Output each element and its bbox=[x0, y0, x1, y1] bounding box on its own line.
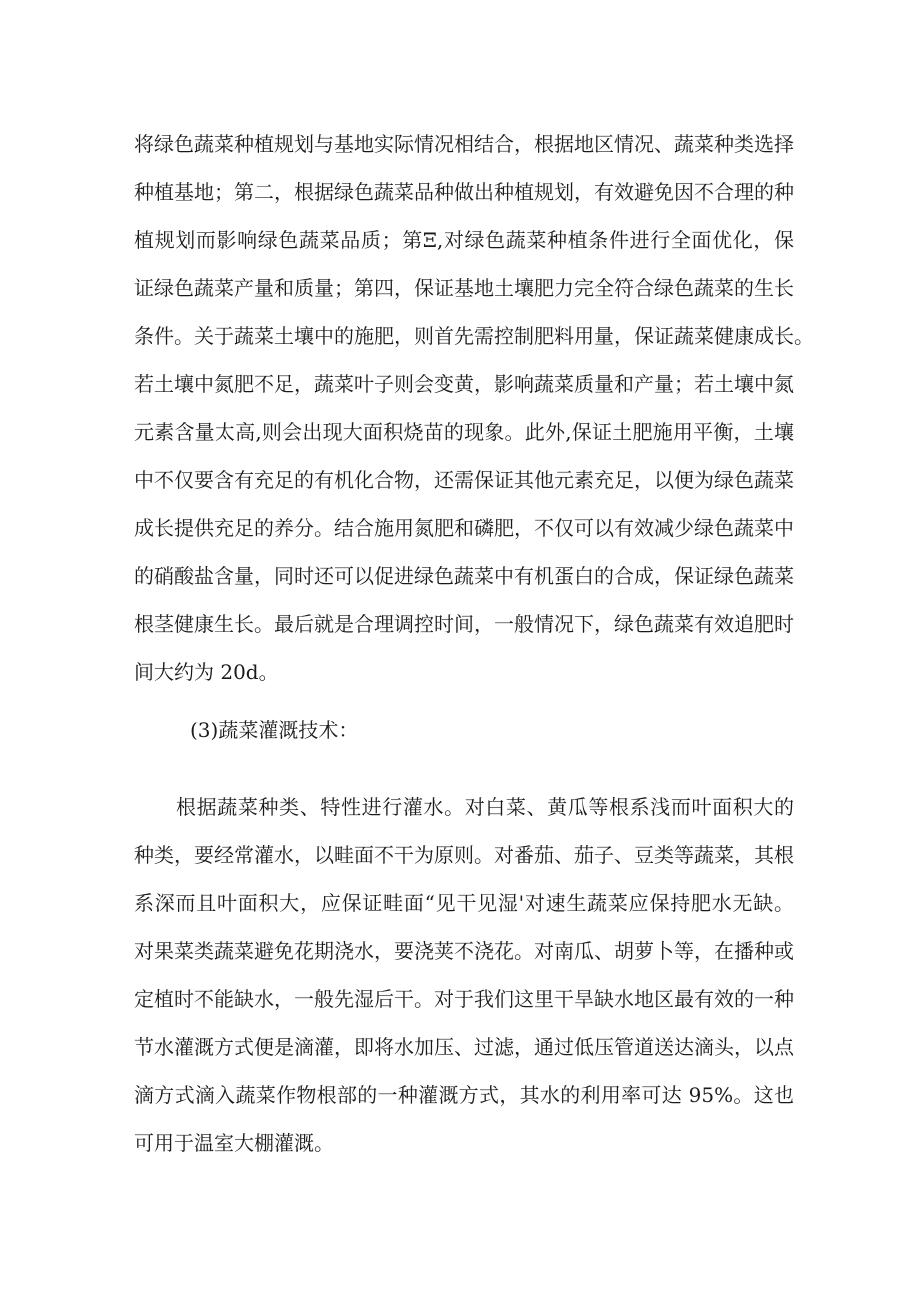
text-line: 植规划而影响绿色蔬菜品质；第Ξ,对绿色蔬菜种植条件进行全面优化，保 bbox=[134, 228, 794, 252]
text-line: 节水灌溉方式便是滴灌，即将水加压、过滤，通过低压管道送达滴头，以点 bbox=[134, 1035, 794, 1059]
text-line: 的硝酸盐含量，同时还可以促进绿色蔬菜中有机蛋白的合成，保证绿色蔬菜 bbox=[134, 564, 794, 588]
text-line: 系深而且叶面积大，应保证畦面“见干见湿'对速生蔬菜应保持肥水无缺。 bbox=[134, 891, 794, 915]
text-line: 根据蔬菜种类、特性进行灌水。对白菜、黄瓜等根系浅而叶面积大的 bbox=[176, 795, 794, 819]
text-line: 定植时不能缺水，一般先湿后干。对于我们这里干旱缺水地区最有效的一种 bbox=[134, 987, 794, 1011]
text-line: 对果菜类蔬菜避免花期浇水，要浇荚不浇花。对南瓜、胡萝卜等，在播种或 bbox=[134, 939, 794, 963]
text-line: 种类，要经常灌水，以畦面不干为原则。对番茄、茄子、豆类等蔬菜，其根 bbox=[134, 843, 794, 867]
text-line: 成长提供充足的养分。结合施用氮肥和磷肥，不仅可以有效减少绿色蔬菜中 bbox=[134, 516, 794, 540]
section-heading: (3)蔬菜灌溉技术： bbox=[190, 718, 359, 742]
text-line: 间大约为 20d。 bbox=[134, 660, 279, 684]
text-line: 证绿色蔬菜产量和质量；第四，保证基地土壤肥力完全符合绿色蔬菜的生长 bbox=[134, 276, 794, 300]
text-line: 种植基地；第二，根据绿色蔬菜品种做出种植规划，有效避免因不合理的种 bbox=[134, 180, 794, 204]
text-line: 元素含量太高,则会出现大面积烧苗的现象。此外,保证土肥施用平衡，土壤 bbox=[134, 420, 794, 444]
text-line: 中不仅要含有充足的有机化合物，还需保证其他元素充足，以便为绿色蔬菜 bbox=[134, 468, 794, 492]
text-line: 将绿色蔬菜种植规划与基地实际情况相结合，根据地区情况、蔬菜种类选择 bbox=[134, 132, 794, 156]
text-line: 条件。关于蔬菜土壤中的施肥，则首先需控制肥料用量，保证蔬菜健康成长。 bbox=[134, 324, 814, 348]
text-line: 若土壤中氮肥不足，蔬菜叶子则会变黄，影响蔬菜质量和产量；若土壤中氮 bbox=[134, 372, 794, 396]
text-line: 根茎健康生长。最后就是合理调控时间，一般情况下，绿色蔬菜有效追肥时 bbox=[134, 612, 794, 636]
text-line: 滴方式滴入蔬菜作物根部的一种灌溉方式，其水的利用率可达 95%。这也 bbox=[134, 1083, 794, 1107]
text-line: 可用于温室大棚灌溉。 bbox=[134, 1131, 334, 1155]
